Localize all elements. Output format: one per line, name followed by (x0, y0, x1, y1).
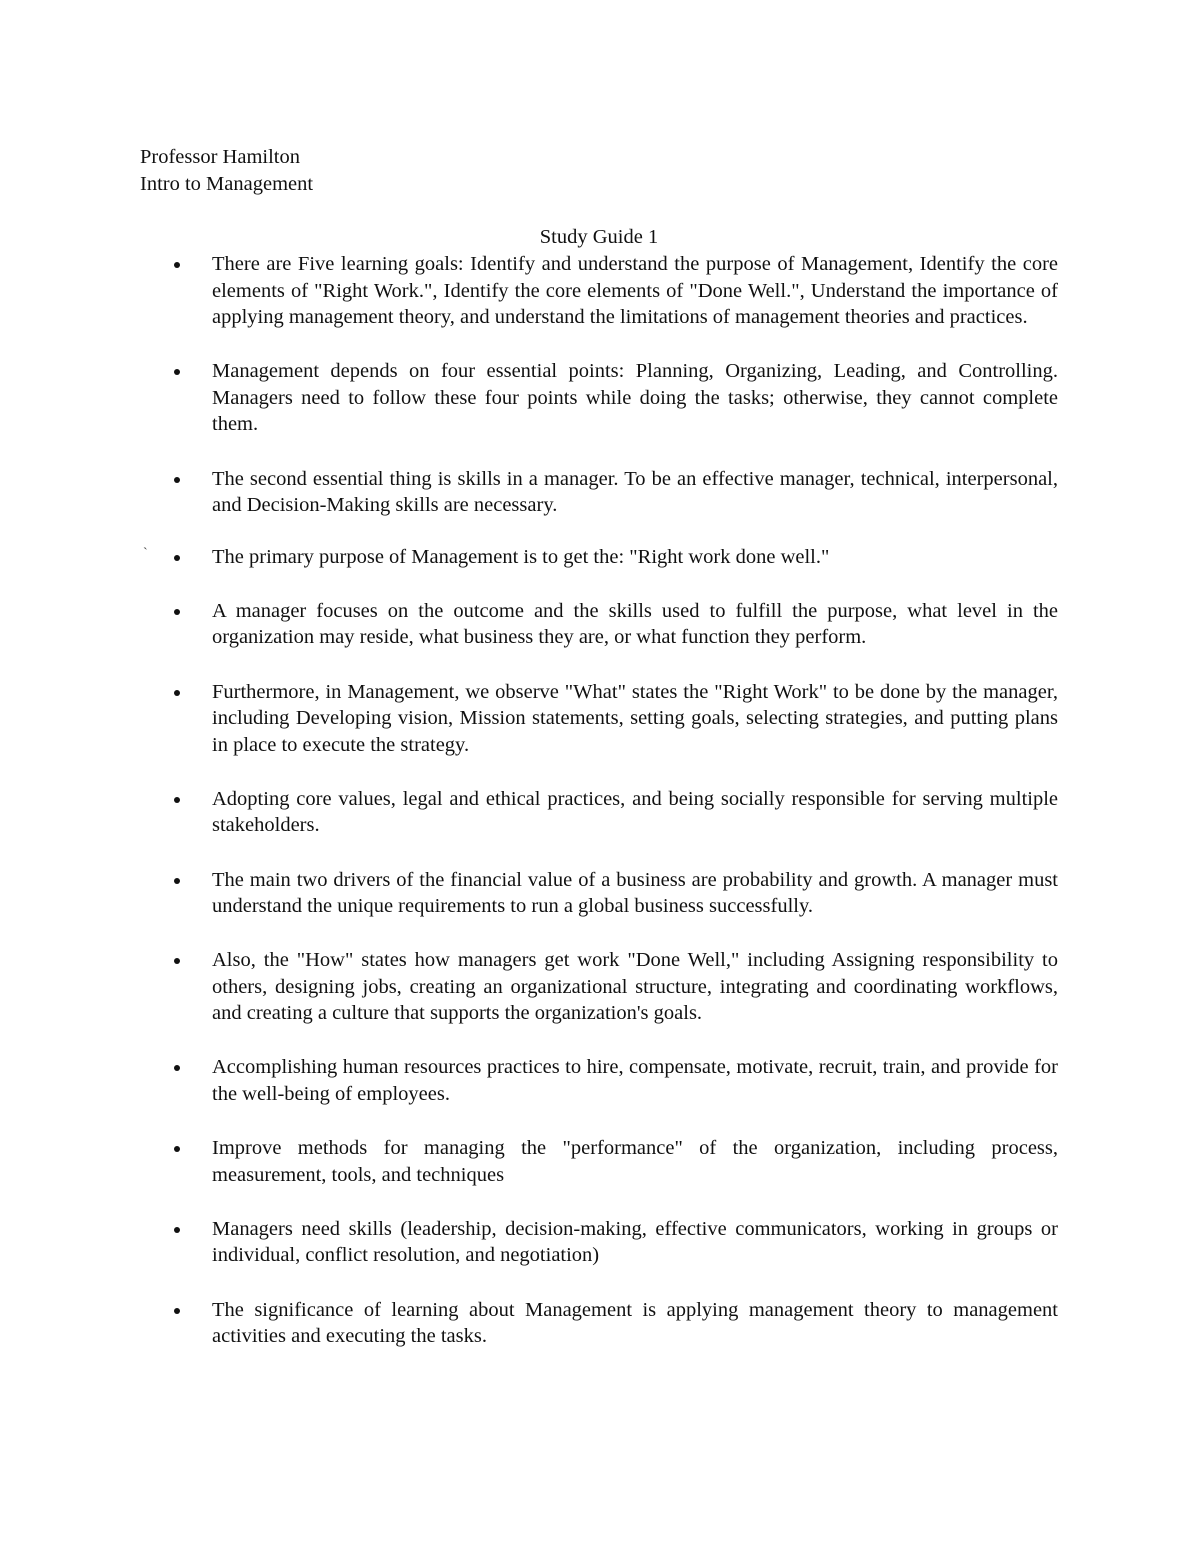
bullet-icon (174, 1308, 180, 1314)
list-item-text: There are Five learning goals: Identify and understand the purpose of Management, Identify the core elements of "Right Work.", Identify the core elements of "Done Well.", Understand the importance of applying management theory, and understand the limitations of management theories and practices. (212, 253, 1058, 329)
bullet-icon (174, 369, 180, 375)
list-item-text: The significance of learning about Management is applying management theory to management activities and executing the tasks. (212, 1298, 1058, 1348)
bullet-icon (174, 262, 180, 268)
list-item (140, 786, 1058, 839)
list-item (140, 358, 1058, 438)
list-item (140, 598, 1058, 651)
list-item (140, 1297, 1058, 1350)
bullet-icon (174, 958, 180, 964)
list-item-text: Accomplishing human resources practices to hire, compensate, motivate, recruit, train, and provide for the well-being of employees. (212, 1056, 1058, 1106)
list-item (140, 947, 1058, 1027)
bullet-icon (174, 555, 180, 561)
stray-mark: ` (143, 546, 148, 561)
list-item (140, 1135, 1058, 1188)
list-item-text: Furthermore, in Management, we observe "What" states the "Right Work" to be done by the manager, including Developing vision, Mission statements, setting goals, selecting strategies, and putting plans in place to execute the strategy. (212, 680, 1058, 756)
list-item (140, 1216, 1058, 1269)
bullet-icon (174, 477, 180, 483)
bullet-icon (174, 1065, 180, 1071)
list-item (140, 1054, 1058, 1107)
list-item (140, 679, 1058, 759)
bullet-icon (174, 1227, 180, 1233)
bullet-icon (174, 1146, 180, 1152)
list-item-text: The primary purpose of Management is to get the: "Right work done well." (212, 545, 830, 568)
professor-name: Professor Hamilton (140, 146, 300, 168)
list-item-text: The second essential thing is skills in a manager. To be an effective manager, technical, interpersonal, and Decision-Making skills are necessary. (212, 467, 1058, 517)
list-item (140, 466, 1058, 519)
list-item-text: Improve methods for managing the "performance" of the organization, including process, measurement, tools, and techniques (212, 1137, 1058, 1186)
list-item-text: The main two drivers of the financial value of a business are probability and growth. A manager must understand the unique requirements to run a global business successfully. (212, 868, 1058, 918)
list-item (140, 251, 1058, 331)
list-item-text: Management depends on four essential points: Planning, Organizing, Leading, and Controlling. Managers need to follow these four points while doing the tasks; otherwise, they cannot complete them. (212, 360, 1058, 436)
study-guide-list (140, 251, 1058, 1377)
bullet-icon (174, 797, 180, 803)
list-item-text: A manager focuses on the outcome and the skills used to fulfill the purpose, what level in the organization may reside, what business they are, or what function they perform. (212, 599, 1058, 649)
list-item (140, 867, 1058, 920)
document-title: Study Guide 1 (539, 226, 659, 248)
bullet-icon (174, 609, 180, 615)
list-item-text: Adopting core values, legal and ethical practices, and being socially responsible for serving multiple stakeholders. (212, 787, 1058, 837)
course-name: Intro to Management (140, 173, 314, 195)
list-item (140, 544, 1058, 571)
bullet-icon (174, 690, 180, 696)
bullet-icon (174, 878, 180, 884)
list-item-text: Also, the "How" states how managers get work "Done Well," including Assigning responsibility to others, designing jobs, creating an organizational structure, integrating and coordinating workflows, and creating a culture that supports the organization's goals. (212, 949, 1058, 1025)
list-item-text: Managers need skills (leadership, decision-making, effective communicators, working in groups or individual, conflict resolution, and negotiation) (212, 1217, 1058, 1267)
